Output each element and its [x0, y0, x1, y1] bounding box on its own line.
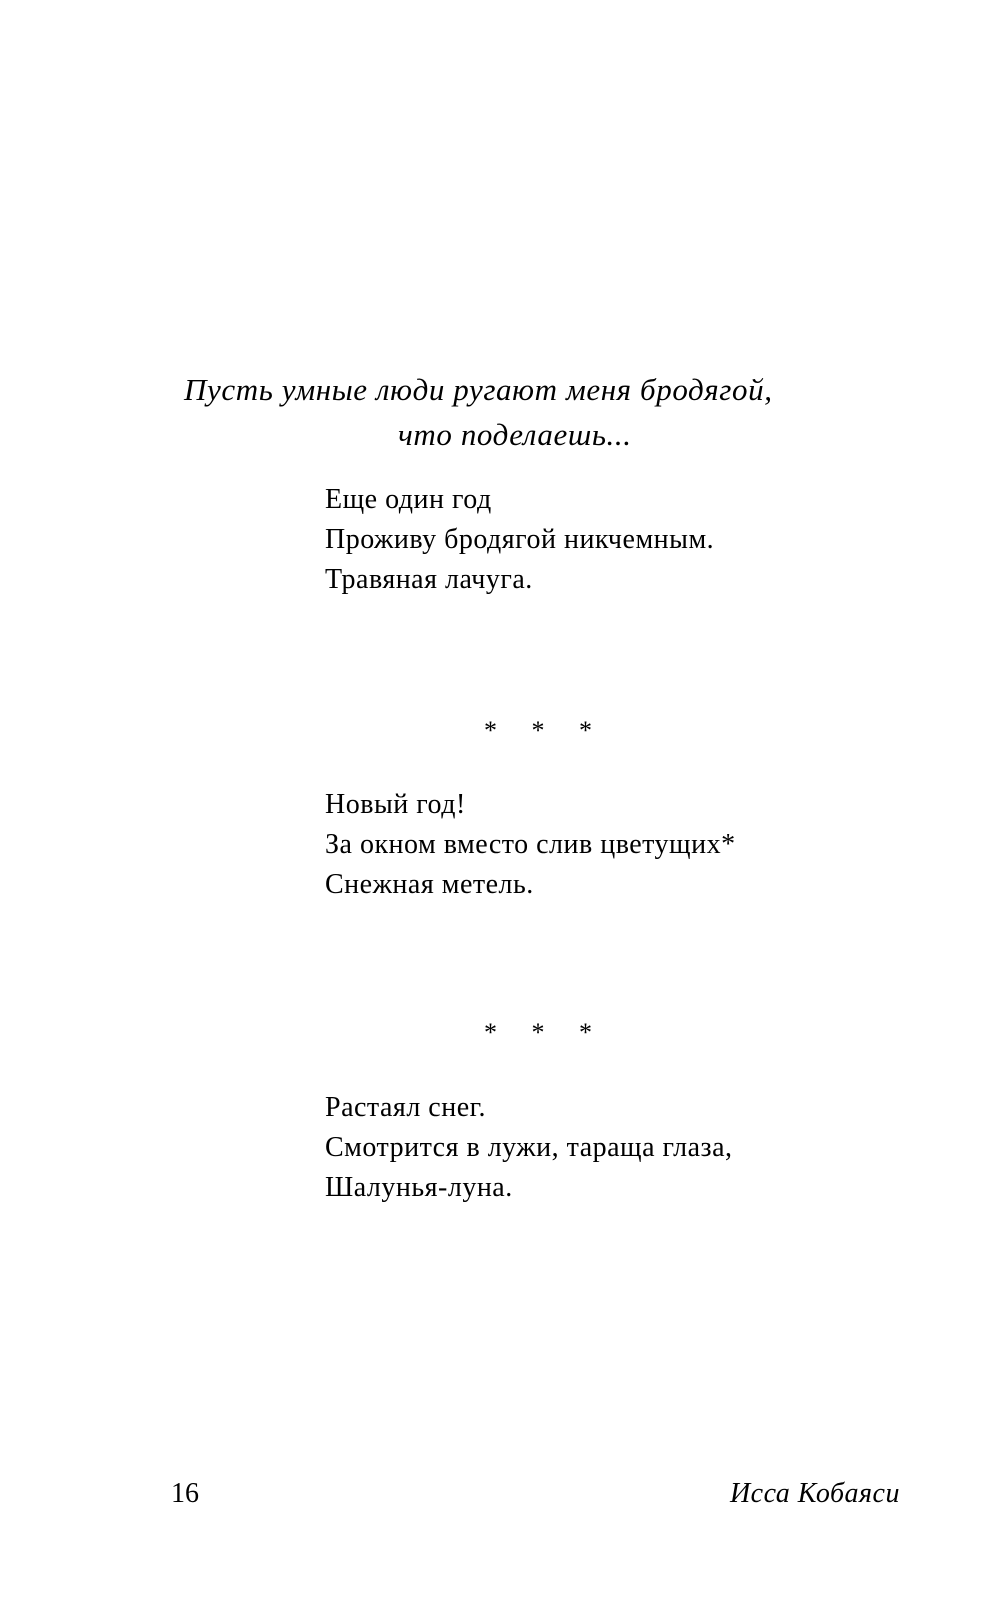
- poem-1: [325, 480, 714, 600]
- poem-2: [325, 785, 736, 905]
- epigraph-line-1: Пусть умные люди ругают меня бродягой,: [184, 372, 773, 407]
- poem-line: За окном вместо слив цветущих*: [325, 829, 736, 860]
- page-number: 16: [171, 1478, 199, 1509]
- running-footer-author: Исса Кобаяси: [729, 1478, 900, 1509]
- poem-line: Проживу бродягой никчемным.: [325, 524, 715, 555]
- poem-line: Шалунья-луна.: [325, 1172, 513, 1203]
- poem-line: Растаял снег.: [325, 1092, 486, 1123]
- poem-line: Еще один год: [325, 484, 492, 515]
- section-separator: * * *: [484, 716, 606, 745]
- poem-line: Новый год!: [325, 789, 466, 820]
- poem-line: Смотрится в лужи, тараща глаза,: [325, 1132, 733, 1163]
- poem-line: Снежная метель.: [325, 869, 534, 900]
- poem-line: Травяная лачуга.: [325, 564, 533, 595]
- epigraph-line-2: что поделаешь...: [398, 417, 632, 452]
- section-separator: * * *: [484, 1018, 606, 1047]
- poem-3: [325, 1088, 733, 1208]
